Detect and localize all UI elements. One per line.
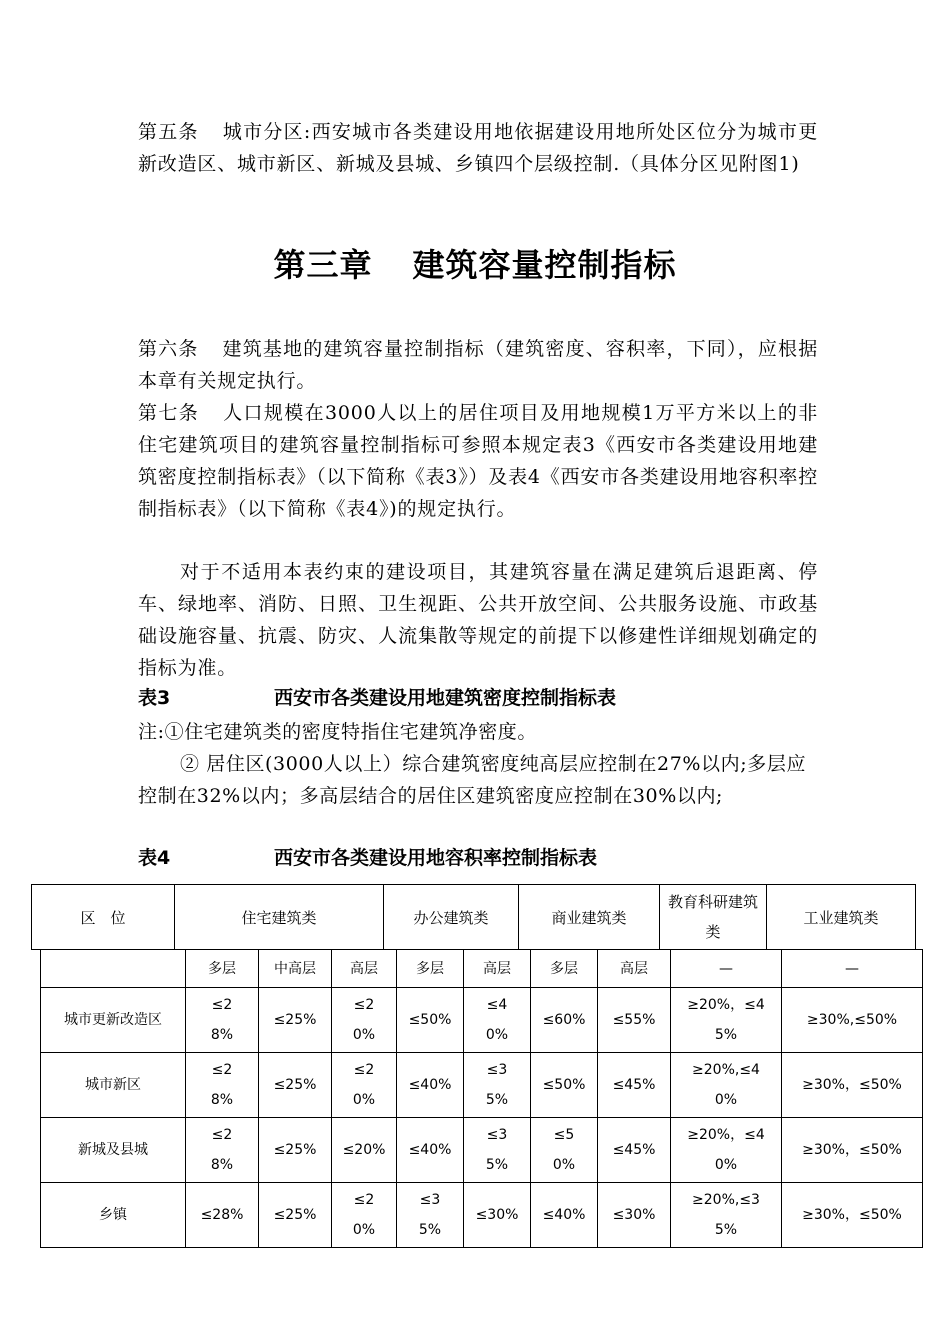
article-5-text: 城市分区:西安城市各类建设用地依据建设用地所处区位分为城市更新改造区、城市新区、新城及县城、乡镇四个层级控制.（具体分区见附图1) xyxy=(138,121,818,175)
article-7-label: 第七条 xyxy=(138,402,200,424)
table-3-label: 表3 xyxy=(138,687,171,709)
article-7 xyxy=(138,397,818,525)
data-cell-value: ≥20%，≤45% xyxy=(687,997,765,1043)
row-zone: 城市新区 xyxy=(41,1053,186,1118)
header-zone: 区 位 xyxy=(32,885,175,950)
subheader-cell: 高层 xyxy=(598,950,671,988)
subheader-cell: — xyxy=(671,950,782,988)
table-3-title: 西安市各类建设用地建筑密度控制指标表 xyxy=(274,687,617,709)
header-industrial: 工业建筑类 xyxy=(767,885,916,950)
data-cell: ≤40% xyxy=(531,1183,598,1248)
data-cell: ≤25% xyxy=(259,1118,332,1183)
chapter-heading xyxy=(0,240,950,286)
data-cell: ≥30%,≤50% xyxy=(782,988,923,1053)
data-cell: ≤20% xyxy=(332,1118,397,1183)
data-cell: ≤60% xyxy=(531,988,598,1053)
subheader-cell: — xyxy=(782,950,923,988)
chapter-title: 建筑容量控制指标 xyxy=(412,246,677,284)
data-cell xyxy=(186,1118,259,1183)
data-cell-value: ≤20% xyxy=(352,1192,376,1238)
data-cell-value: ≤35% xyxy=(485,1062,509,1108)
subheader-cell: 多层 xyxy=(397,950,464,988)
article-6-label: 第六条 xyxy=(138,338,199,360)
subheader-cell: 高层 xyxy=(464,950,531,988)
subheader-cell: 多层 xyxy=(186,950,259,988)
data-cell-value: ≥20%,≤35% xyxy=(692,1192,760,1238)
table-4-caption xyxy=(138,843,598,873)
data-cell-value: ≤35% xyxy=(418,1192,442,1238)
article-6-text: 建筑基地的建筑容量控制指标（建筑密度、容积率，下同），应根据本章有关规定执行。 xyxy=(138,338,818,392)
data-cell: ≤55% xyxy=(598,988,671,1053)
header-residential: 住宅建筑类 xyxy=(175,885,384,950)
note-1: 注:①住宅建筑类的密度特指住宅建筑净密度。 xyxy=(138,721,538,743)
subheader-cell: 中高层 xyxy=(259,950,332,988)
header-office: 办公建筑类 xyxy=(384,885,519,950)
data-cell xyxy=(464,1053,531,1118)
data-cell: ≤30% xyxy=(598,1183,671,1248)
table-row xyxy=(41,1183,923,1248)
table-row xyxy=(41,1053,923,1118)
data-cell-value: ≤28% xyxy=(210,997,234,1043)
data-cell xyxy=(332,988,397,1053)
data-cell: ≤25% xyxy=(259,1183,332,1248)
data-cell-value: ≥20%，≤40% xyxy=(687,1127,765,1173)
note-2: ② 居住区(3000人以上）综合建筑密度纯高层应控制在27%以内;多层应控制在32%以内；多高层结合的居住区建筑密度应控制在30%以内; xyxy=(138,753,807,807)
subheader-empty xyxy=(41,950,186,988)
data-cell xyxy=(671,988,782,1053)
data-cell xyxy=(186,988,259,1053)
data-cell: ≤50% xyxy=(397,988,464,1053)
data-cell xyxy=(671,1118,782,1183)
chapter-number: 第三章 xyxy=(273,246,373,284)
header-education xyxy=(660,885,767,950)
data-cell xyxy=(332,1053,397,1118)
header-education-label: 教育科研建筑类 xyxy=(668,893,759,941)
article-7-text: 人口规模在3000人以上的居住项目及用地规模1万平方米以上的非住宅建筑项目的建筑容量控制指标可参照本规定表3《西安市各类建设用地建筑密度控制指标表》（以下简称《表3》）及表4《西安市各类建设用地容积率控制指标表》（以下简称《表4》)的规定执行。 xyxy=(138,402,818,520)
table-4-label: 表4 xyxy=(138,847,171,869)
data-cell: ≥30%，≤50% xyxy=(782,1118,923,1183)
data-cell xyxy=(397,1183,464,1248)
data-cell xyxy=(332,1183,397,1248)
data-cell: ≤25% xyxy=(259,1053,332,1118)
data-cell: ≤30% xyxy=(464,1183,531,1248)
row-zone: 新城及县城 xyxy=(41,1118,186,1183)
table-4-title: 西安市各类建设用地容积率控制指标表 xyxy=(274,847,598,869)
data-cell: ≤45% xyxy=(598,1053,671,1118)
subheader-cell: 高层 xyxy=(332,950,397,988)
exception-paragraph: 对于不适用本表约束的建设项目，其建筑容量在满足建筑后退距离、停车、绿地率、消防、日照、卫生视距、公共开放空间、公共服务设施、市政基础设施容量、抗震、防灾、人流集散等规定的前提下以修建性详细规划确定的指标为准。 xyxy=(138,561,818,679)
data-cell-value: ≥20%,≤40% xyxy=(692,1062,760,1108)
data-cell xyxy=(671,1053,782,1118)
article-5-label: 第五条 xyxy=(138,121,199,143)
data-cell: ≥30%，≤50% xyxy=(782,1053,923,1118)
article-5 xyxy=(138,116,818,180)
data-cell-value: ≤35% xyxy=(485,1127,509,1173)
table-row xyxy=(41,1118,923,1183)
data-cell: ≤45% xyxy=(598,1118,671,1183)
table-4-body xyxy=(40,949,923,1248)
data-cell-value: ≤40% xyxy=(485,997,509,1043)
row-zone: 乡镇 xyxy=(41,1183,186,1248)
data-cell-value: ≤50% xyxy=(552,1127,576,1173)
data-cell: ≤40% xyxy=(397,1118,464,1183)
row-zone: 城市更新改造区 xyxy=(41,988,186,1053)
table-3-caption xyxy=(138,683,617,713)
header-commercial: 商业建筑类 xyxy=(519,885,660,950)
data-cell-value: ≤20% xyxy=(352,1062,376,1108)
data-cell xyxy=(186,1053,259,1118)
data-cell-value: ≤28% xyxy=(210,1127,234,1173)
data-cell xyxy=(464,988,531,1053)
data-cell xyxy=(671,1183,782,1248)
data-cell-value: ≤28% xyxy=(210,1062,234,1108)
article-6 xyxy=(138,333,818,397)
data-cell: ≤25% xyxy=(259,988,332,1053)
data-cell: ≤40% xyxy=(397,1053,464,1118)
data-cell: ≤50% xyxy=(531,1053,598,1118)
data-cell xyxy=(531,1118,598,1183)
data-cell-value: ≤20% xyxy=(352,997,376,1043)
table-row xyxy=(41,988,923,1053)
data-cell: ≥30%，≤50% xyxy=(782,1183,923,1248)
data-cell xyxy=(464,1118,531,1183)
data-cell: ≤28% xyxy=(186,1183,259,1248)
subheader-cell: 多层 xyxy=(531,950,598,988)
table-4-header xyxy=(31,884,916,950)
subheader-row xyxy=(41,950,923,988)
